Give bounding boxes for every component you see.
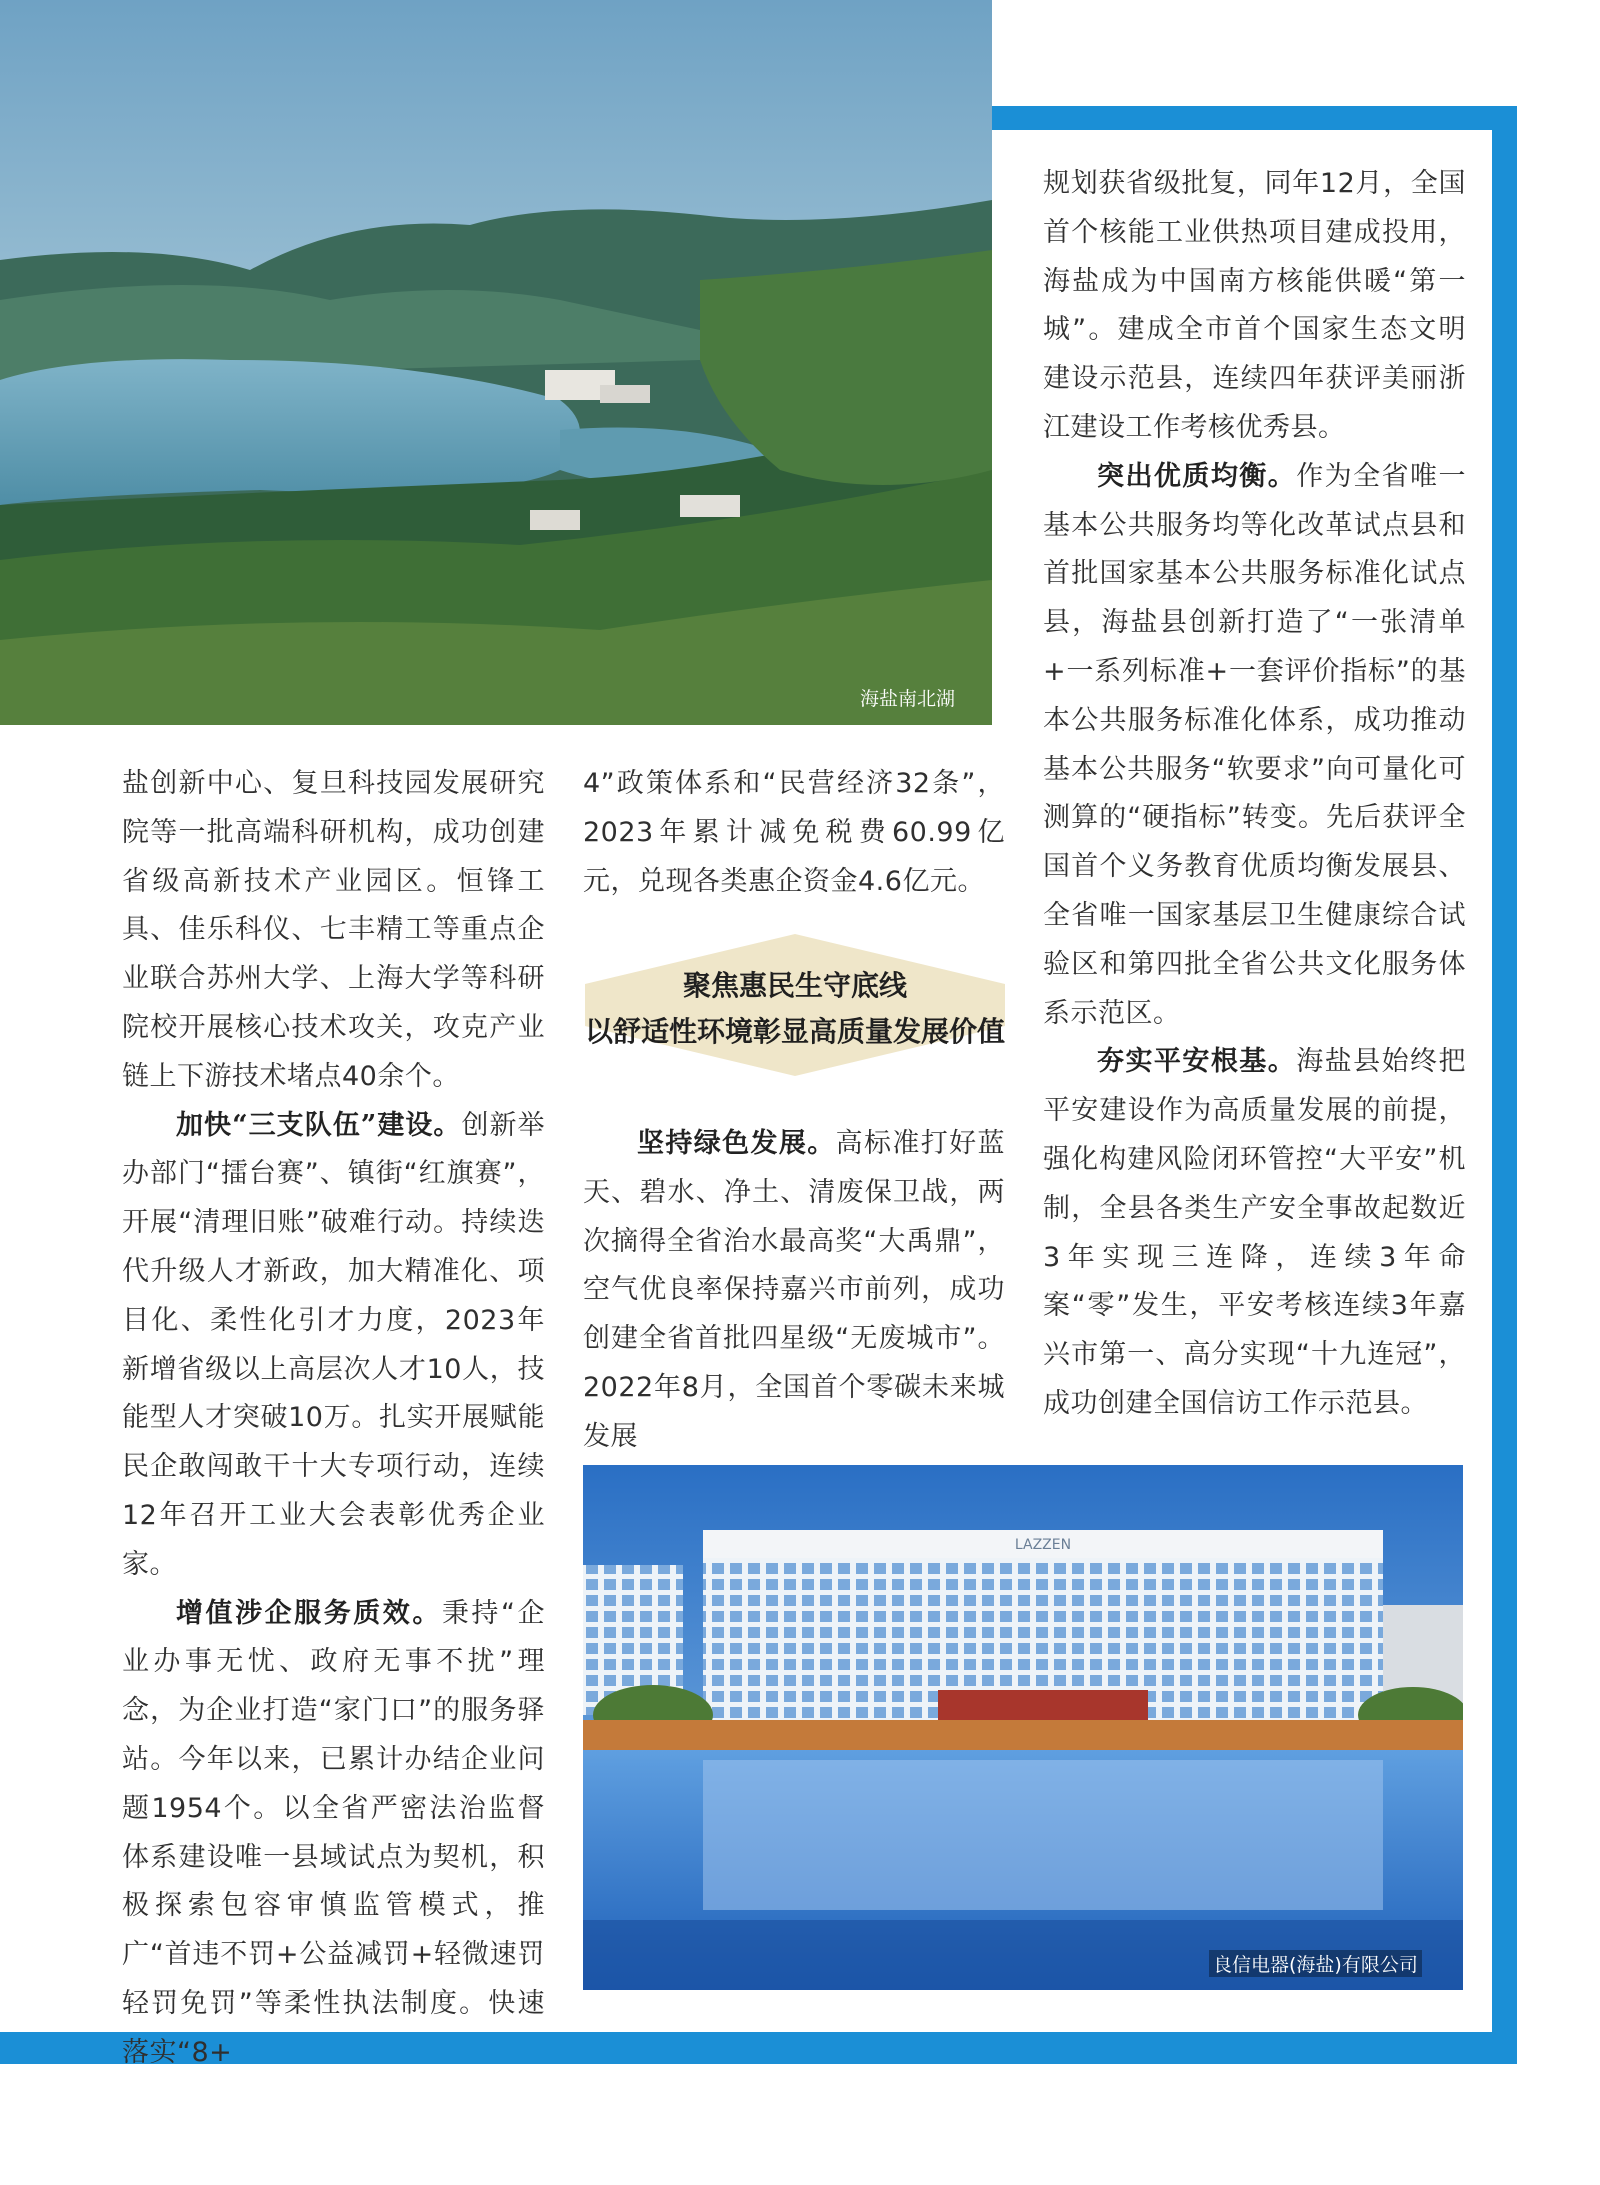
col1-p2-body: 创新举办部门“擂台赛”、镇街“红旗赛”，开展“清理旧账”破难行动。持续迭代升级人才新政，加大精准化、项目化、柔性化引才力度，2023年新增省级以上高层次人才10人，技能型人才突破10万。扎实开展赋能民企敢闯敢干十大专项行动，连续12年召开工业大会表彰优秀企业家。 (122, 1109, 546, 1580)
col3-paragraph-3 (1043, 1038, 1466, 1428)
column-1 (122, 760, 545, 2078)
col3-paragraph-2 (1043, 453, 1466, 1039)
bottom-photo-caption: 良信电器(海盐)有限公司 (1209, 1950, 1422, 1977)
column-2-lower (583, 1120, 1005, 1462)
col1-p2-lead: 加快“三支队伍”建设。 (176, 1109, 462, 1141)
col2-paragraph-1: 4”政策体系和“民营经济32条”，2023年累计减免税费60.99亿元，兑现各类惠企资金4.6亿元。 (583, 768, 1005, 897)
col3-p2-lead: 突出优质均衡。 (1097, 460, 1297, 492)
banner-line-1: 聚焦惠民生守底线 (682, 969, 907, 1002)
col3-p2-body: 作为全省唯一基本公共服务均等化改革试点县和首批国家基本公共服务标准化试点县，海盐县创新打造了“一张清单+一系列标准+一套评价指标”的基本公共服务标准化体系，成功推动基本公共服务“软要求”向可量化可测算的“硬指标”转变。先后获评全国首个义务教育优质均衡发展县、全省唯一国家基层卫生健康综合试验区和第四批全省公共文化服务体系示范区。 (1043, 460, 1467, 1029)
col3-p3-body: 海盐县始终把平安建设作为高质量发展的前提，强化构建风险闭环管控“大平安”机制，全县各类生产安全事故起数近3年实现三连降，连续3年命案“零”发生，平安考核连续3年嘉兴市第一、高分实现“十九连冠”，成功创建全国信访工作示范县。 (1043, 1046, 1467, 1419)
lake-landscape-photo (0, 0, 992, 725)
factory-building-photo (583, 1465, 1463, 1990)
col3-paragraph-1: 规划获省级批复，同年12月，全国首个核能工业供热项目建成投用，海盐成为中国南方核能供暖“第一城”。建成全市首个国家生态文明建设示范县，连续四年获评美丽浙江建设工作考核优秀县。 (1043, 168, 1466, 443)
blue-frame-top (992, 106, 1517, 130)
col2-p2-lead: 坚持绿色发展。 (637, 1128, 836, 1159)
col1-p3-body: 秉持“企业办事无忧、政府无事不扰”理念，为企业打造“家门口”的服务驿站。今年以来，已累计办结企业问题1954个。以全省严密法治监督体系建设唯一县域试点为契机，积极探索包容审慎监管模式，推广“首违不罚+公益减罚+轻微速罚轻罚免罚”等柔性执法制度。快速落实“8+ (122, 1597, 545, 2068)
column-3 (1043, 160, 1466, 1429)
banner-line-2: 以舒适性环境彰显高质量发展价值 (585, 1015, 1006, 1048)
col1-paragraph-2 (122, 1102, 545, 1590)
column-2 (583, 760, 1005, 906)
top-photo-caption: 海盐南北湖 (860, 688, 956, 710)
blue-frame-right (1492, 106, 1517, 2064)
banner-diamond-shape (585, 930, 1005, 1080)
col1-paragraph-1: 盐创新中心、复旦科技园发展研究院等一批高端科研机构，成功创建省级高新技术产业园区。恒锋工具、佳乐科仪、七丰精工等重点企业联合苏州大学、上海大学等科研院校开展核心技术攻关，攻克产业链上下游技术堵点40余个。 (122, 768, 545, 1092)
col1-paragraph-3 (122, 1590, 545, 2078)
section-heading-banner (585, 930, 1005, 1080)
col2-paragraph-2 (583, 1120, 1005, 1462)
building-sign-text: LAZZEN (1014, 1537, 1072, 1553)
col1-p3-lead: 增值涉企服务质效。 (176, 1597, 442, 1629)
col3-p3-lead: 夯实平安根基。 (1097, 1046, 1297, 1078)
col2-p2-body: 高标准打好蓝天、碧水、净土、清废保卫战，两次摘得全省治水最高奖“大禹鼎”，空气优良率保持嘉兴市前列，成功创建全省首批四星级“无废城市”。2022年8月，全国首个零碳未来城发展 (583, 1128, 1005, 1452)
